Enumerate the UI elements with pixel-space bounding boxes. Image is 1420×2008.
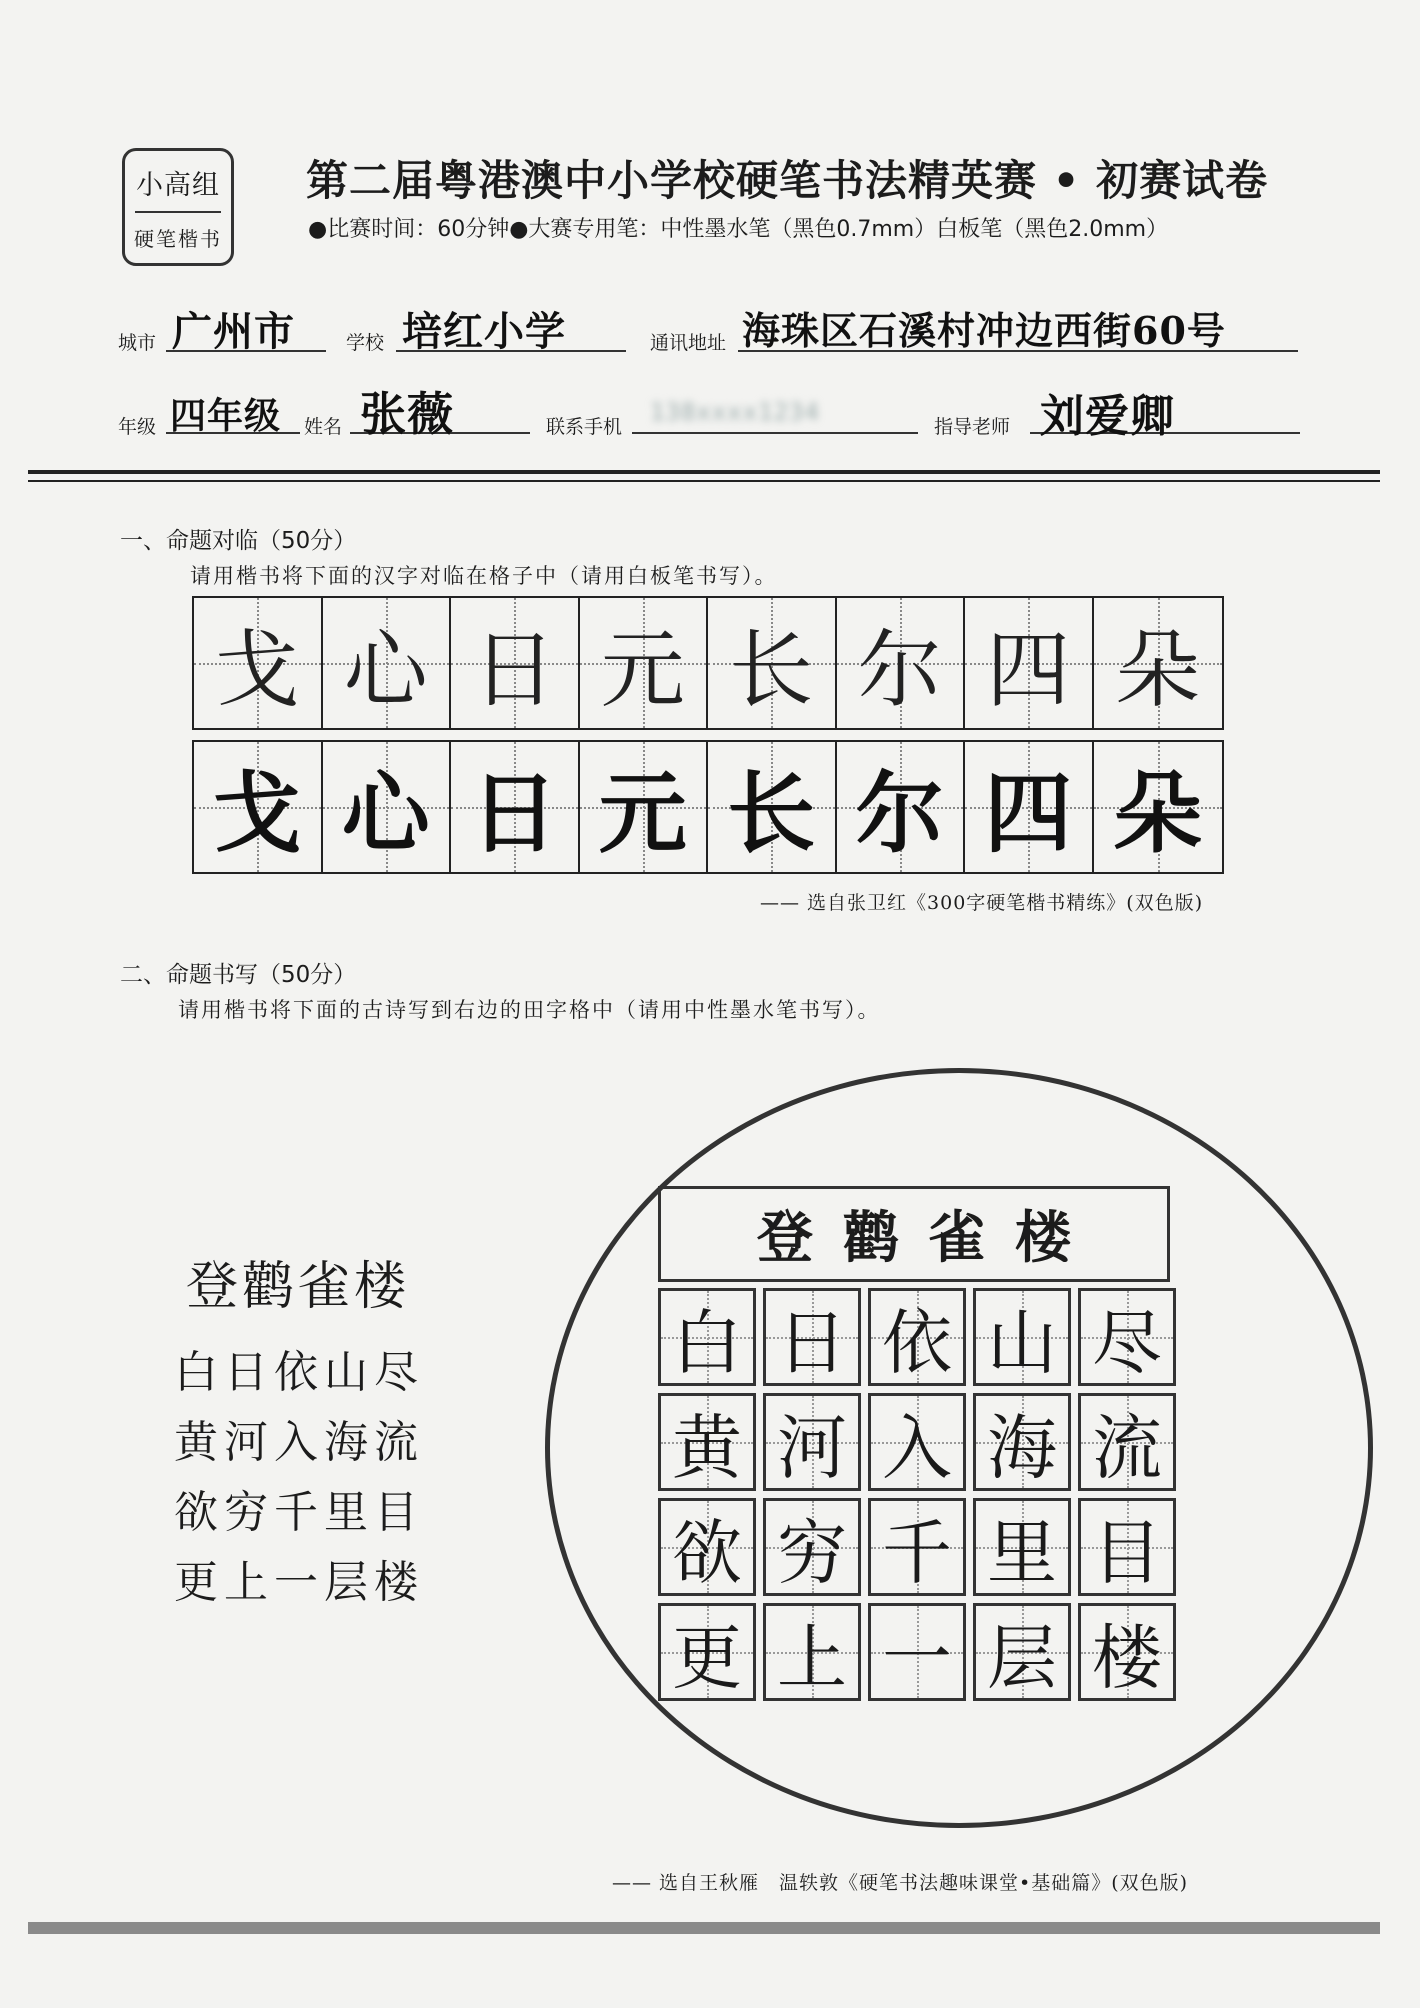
poem-cell[interactable]: 千 <box>868 1498 966 1596</box>
section1-credit: —— 选自张卫红《300字硬笔楷书精练》(双色版) <box>760 892 1204 914</box>
poem-title: 登鹳雀楼 <box>186 1257 411 1317</box>
written-char-row[interactable] <box>192 740 1224 874</box>
poem-cell[interactable]: 尽 <box>1078 1288 1176 1386</box>
city-field[interactable]: 广州市 <box>172 308 295 355</box>
poem-cell[interactable]: 入 <box>868 1393 966 1491</box>
model-cell: 四 <box>965 598 1094 728</box>
name-label: 姓名 <box>304 416 343 438</box>
model-cell: 元 <box>580 598 709 728</box>
poem-cell[interactable]: 海 <box>973 1393 1071 1491</box>
written-cell[interactable]: 长 <box>708 742 837 872</box>
poem-cell[interactable]: 穷 <box>763 1498 861 1596</box>
header-divider-thick <box>28 470 1380 474</box>
grade-label: 年级 <box>118 416 157 438</box>
poem-cell[interactable]: 里 <box>973 1498 1071 1596</box>
poem-cell[interactable]: 层 <box>973 1603 1071 1701</box>
poem-cell[interactable]: 目 <box>1078 1498 1176 1596</box>
poem-cell[interactable]: 一 <box>868 1603 966 1701</box>
poem-writing-grid[interactable] <box>658 1288 1176 1701</box>
written-cell[interactable]: 四 <box>965 742 1094 872</box>
badge-group-label: 小高组 <box>136 170 220 201</box>
grade-field[interactable]: 四年级 <box>170 395 282 437</box>
exam-subtitle: ●比赛时间：60分钟●大赛专用笔：中性墨水笔（黑色0.7mm）白板笔（黑色2.0mm） <box>308 217 1169 242</box>
badge-category-label: 硬笔楷书 <box>134 227 222 251</box>
written-cell[interactable]: 日 <box>451 742 580 872</box>
school-label: 学校 <box>346 332 385 354</box>
poem-line: 更上一层楼 <box>174 1557 424 1608</box>
model-cell: 心 <box>323 598 452 728</box>
poem-cell[interactable]: 楼 <box>1078 1603 1176 1701</box>
poem-cell[interactable]: 山 <box>973 1288 1071 1386</box>
teacher-field[interactable]: 刘爱卿 <box>1040 391 1175 442</box>
poem-cell[interactable]: 更 <box>658 1603 756 1701</box>
poem-cell[interactable]: 河 <box>763 1393 861 1491</box>
written-cell[interactable]: 朵 <box>1094 742 1223 872</box>
name-field[interactable]: 张薇 <box>360 387 454 441</box>
address-field[interactable]: 海珠区石溪村冲边西街60号 <box>742 308 1226 353</box>
poem-cell[interactable]: 依 <box>868 1288 966 1386</box>
poem-cell[interactable]: 流 <box>1078 1393 1176 1491</box>
header-divider-thin <box>28 480 1380 482</box>
city-label: 城市 <box>118 332 157 354</box>
model-char-row <box>192 596 1224 730</box>
phone-field[interactable]: 138xxxx1234 <box>650 398 820 426</box>
section2-instruction: 请用楷书将下面的古诗写到右边的田字格中（请用中性墨水笔书写）。 <box>178 998 881 1022</box>
section2-title: 二、命题书写（50分） <box>120 962 357 988</box>
phone-underline <box>632 432 918 434</box>
group-badge <box>122 148 234 266</box>
model-cell: 日 <box>451 598 580 728</box>
model-cell: 戈 <box>194 598 323 728</box>
teacher-label: 指导老师 <box>934 416 1011 438</box>
badge-divider <box>135 211 221 213</box>
poem-cell[interactable]: 白 <box>658 1288 756 1386</box>
poem-line: 黄河入海流 <box>174 1417 424 1468</box>
poem-cell[interactable]: 欲 <box>658 1498 756 1596</box>
written-cell[interactable]: 尔 <box>837 742 966 872</box>
written-cell[interactable]: 元 <box>580 742 709 872</box>
written-cell[interactable]: 心 <box>323 742 452 872</box>
school-field[interactable]: 培红小学 <box>402 308 566 355</box>
section1-title: 一、命题对临（50分） <box>120 528 357 554</box>
written-cell[interactable]: 戈 <box>194 742 323 872</box>
poem-line: 白日依山尽 <box>174 1347 424 1398</box>
poem-cell[interactable]: 上 <box>763 1603 861 1701</box>
poem-cell[interactable]: 日 <box>763 1288 861 1386</box>
section1-instruction: 请用楷书将下面的汉字对临在格子中（请用白板笔书写）。 <box>190 564 778 588</box>
written-poem-title[interactable]: 登鹳雀楼 <box>658 1186 1170 1282</box>
phone-label: 联系手机 <box>546 416 623 438</box>
section2-credit: —— 选自王秋雁 温轶敦《硬笔书法趣味课堂•基础篇》(双色版) <box>612 1872 1189 1894</box>
model-cell: 朵 <box>1094 598 1223 728</box>
exam-title: 第二届粤港澳中小学校硬笔书法精英赛 • 初赛试卷 <box>306 156 1269 205</box>
address-label: 通讯地址 <box>650 332 727 354</box>
model-cell: 长 <box>708 598 837 728</box>
poem-line: 欲穷千里目 <box>174 1487 424 1538</box>
model-cell: 尔 <box>837 598 966 728</box>
footer-rule <box>28 1922 1380 1934</box>
poem-cell[interactable]: 黄 <box>658 1393 756 1491</box>
